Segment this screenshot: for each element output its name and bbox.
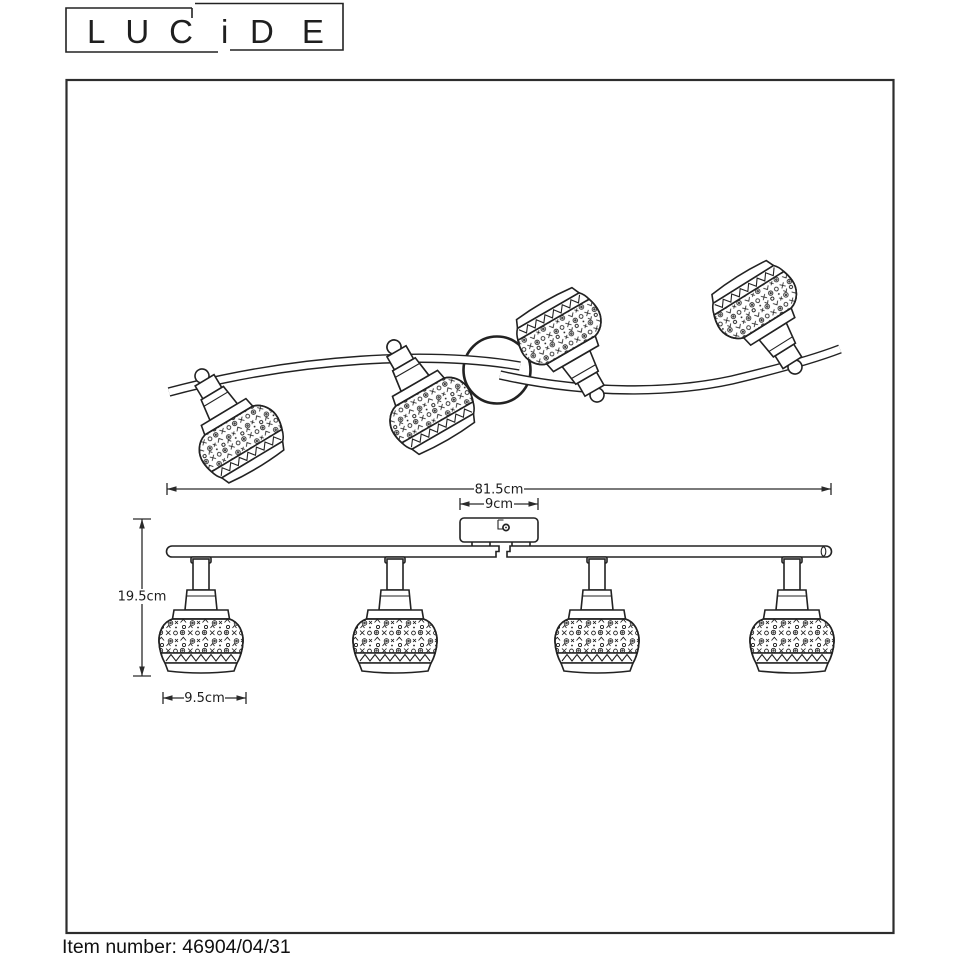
perspective-view xyxy=(161,253,840,490)
perspective-spot-2 xyxy=(353,319,486,461)
item-number: Item number: 46904/04/31 xyxy=(62,936,291,958)
label-total-width: 81.5cm xyxy=(474,482,524,498)
lucide-logo xyxy=(66,4,352,53)
perspective-spot-3 xyxy=(506,280,639,422)
label-shade-width: 9.5cm xyxy=(184,691,225,706)
dimension-shade-width xyxy=(163,691,246,707)
elevation-bar-right xyxy=(507,546,832,557)
label-total-height: 19.5cm xyxy=(117,589,167,605)
elevation-spot-4 xyxy=(750,557,834,673)
dimension-total-width xyxy=(167,482,831,498)
drawing-frame-border xyxy=(67,80,894,933)
elevation-bar-left xyxy=(167,546,500,557)
logo-text-luc: LUC xyxy=(87,13,214,50)
elevation-spot-1 xyxy=(159,557,243,673)
elevation-spot-2 xyxy=(353,557,437,673)
logo-text-i: i xyxy=(221,13,229,50)
elevation-view xyxy=(159,518,834,673)
label-canopy-width: 9cm xyxy=(484,497,514,512)
elevation-spot-3 xyxy=(555,557,639,673)
dimension-total-height xyxy=(117,519,167,676)
logo-text-de: DE xyxy=(250,13,352,50)
ceiling-canopy-box xyxy=(460,518,538,542)
dimension-canopy-width xyxy=(460,497,538,512)
